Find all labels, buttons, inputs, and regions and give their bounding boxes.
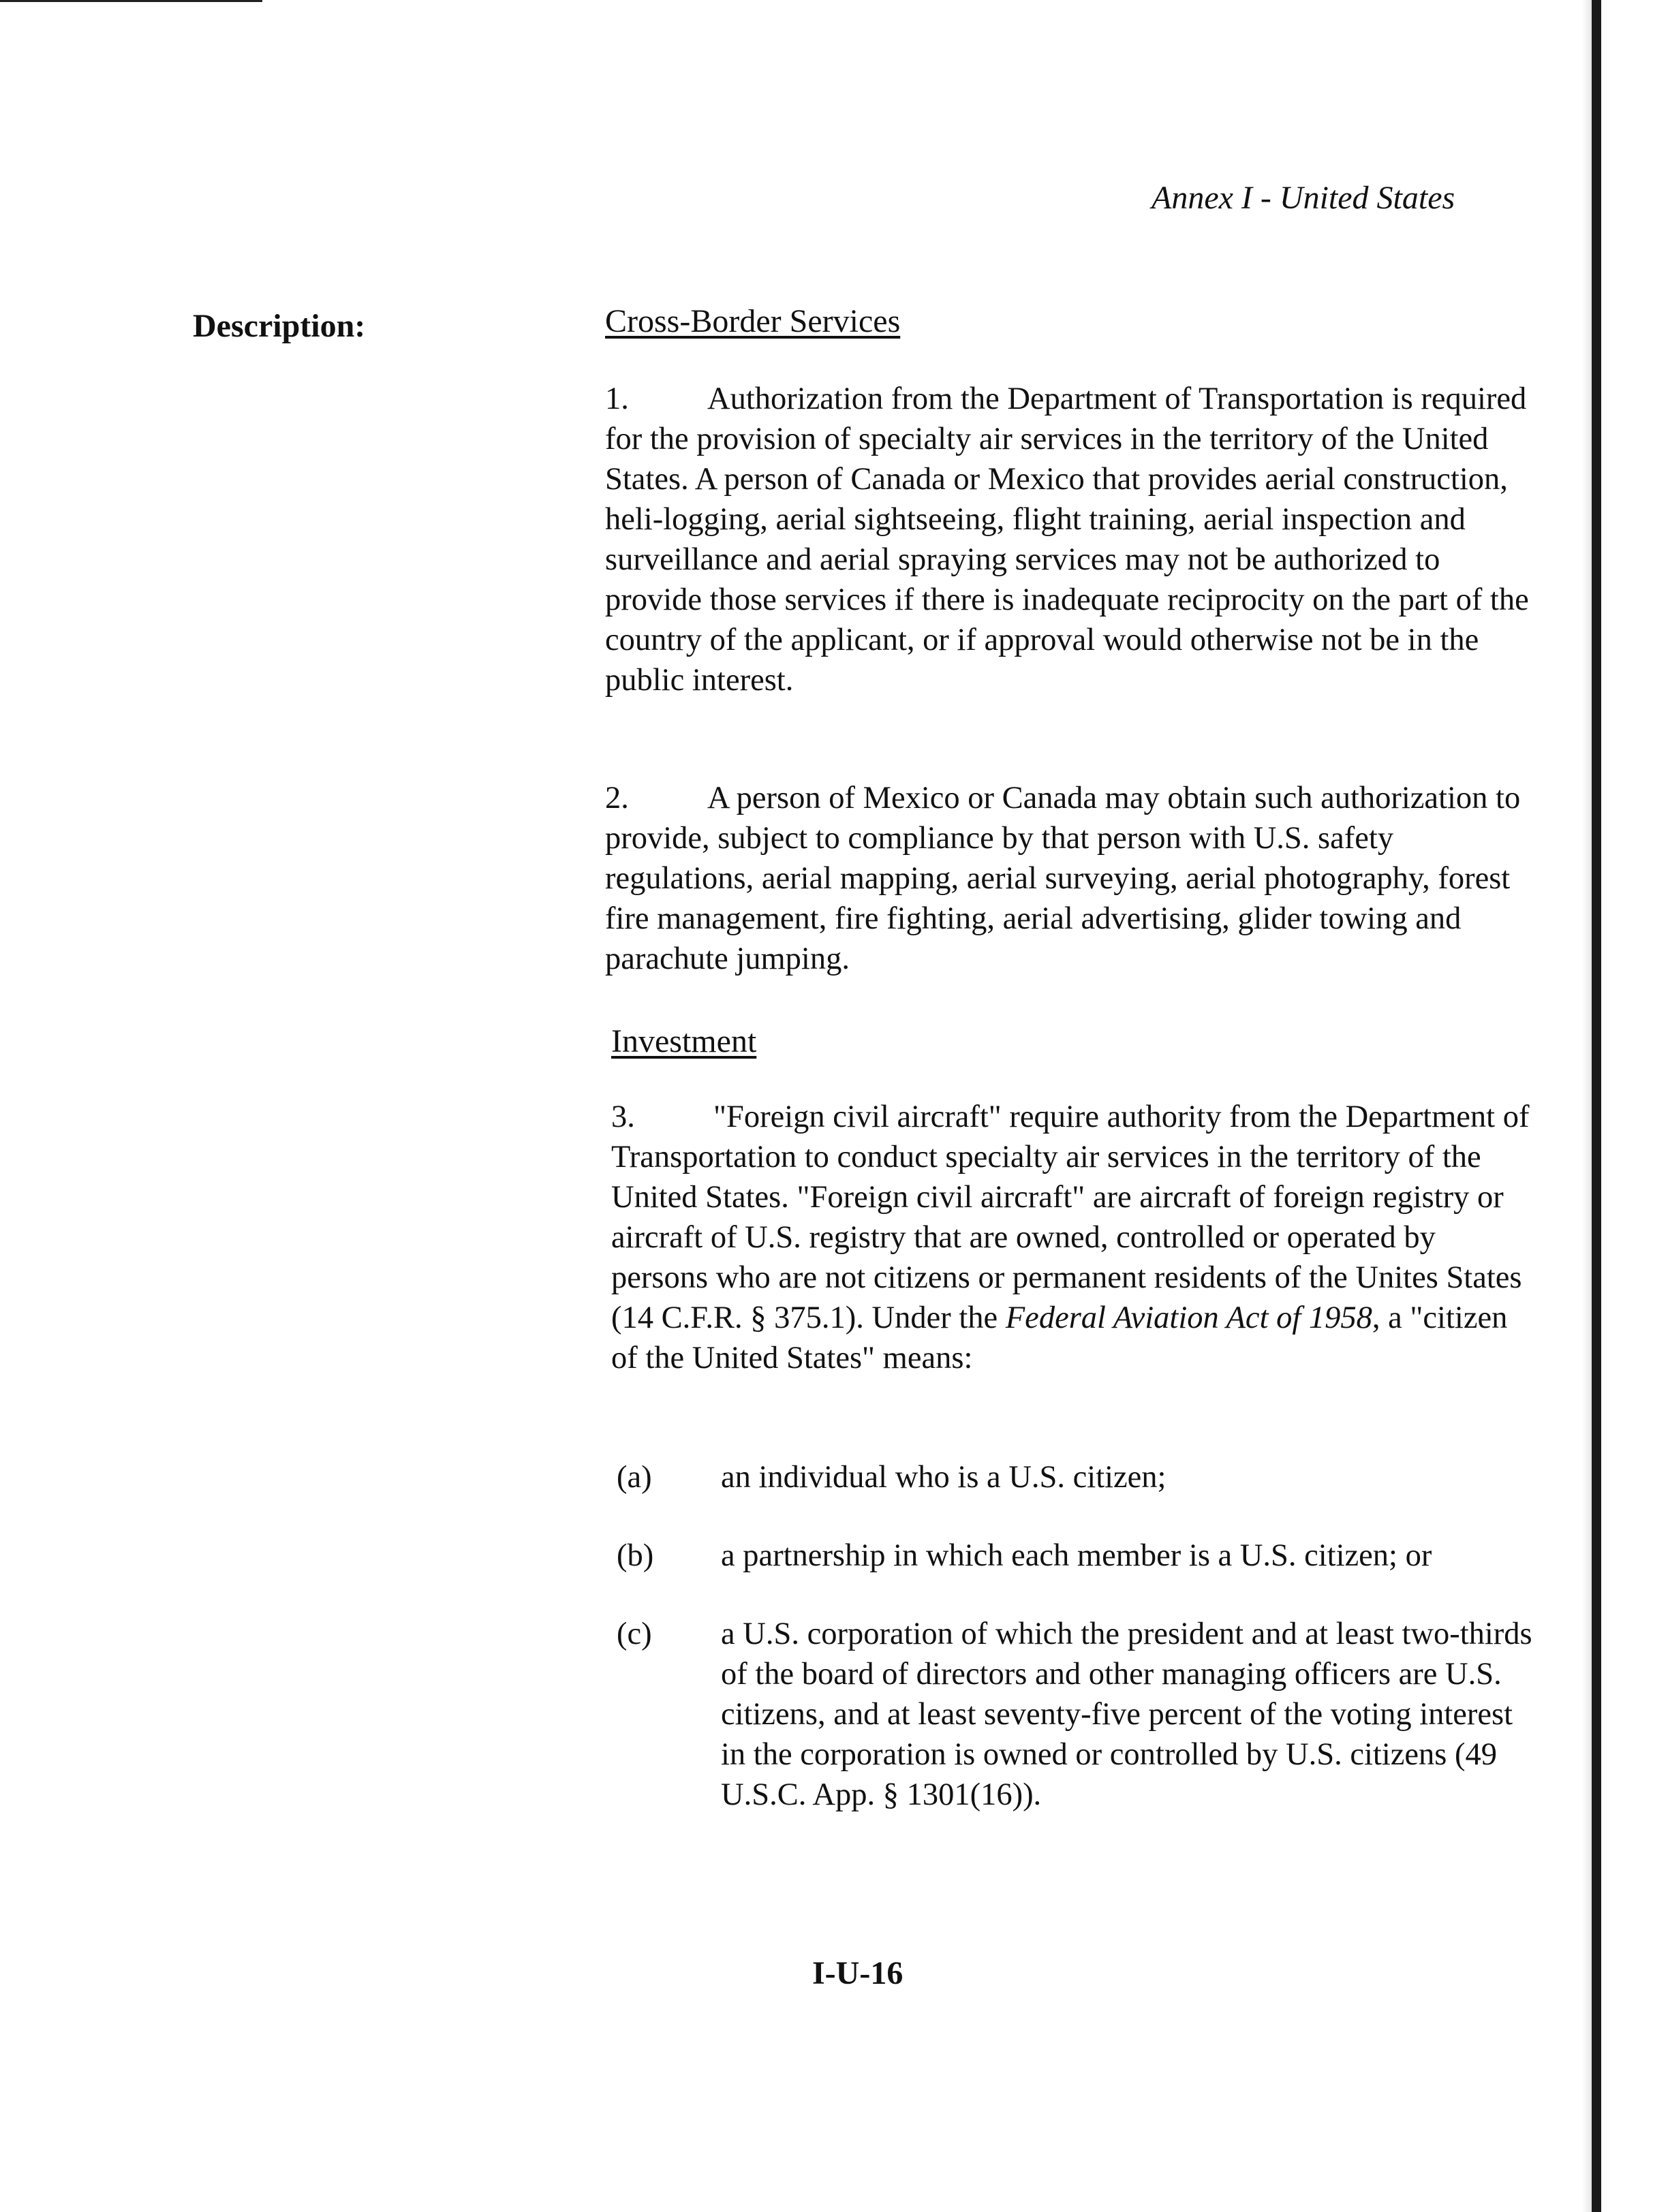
paragraph-text: Authorization from the Department of Transportation is required for the provision of specialty air services in the territory of the United States. A person of Canada or Mexico that provides aerial construction, heli-logging, aerial sightseeing, flight training, aerial inspection and surveillance and aerial spraying services may not be authorized to provide those services if there is inadequate reciprocity on the part of the country of the applicant, or if approval would otherwise not be in the public interest. — [605, 381, 1529, 698]
cross-border-heading: Cross-Border Services — [605, 303, 901, 339]
scan-right-margin — [1601, 0, 1653, 2212]
paragraph-text: "Foreign civil aircraft" require authority from the Department of Transportation to conduct specialty air services in the territory of the United States. "Foreign civil aircraft" are aircraft of foreign registry or aircraft of U.S. registry that are owned, controlled or operated by persons who are not citizens or permanent residents of the Unites States (14 C.F.R. § 375.1). Under the — [611, 1100, 1530, 1335]
scan-edge-shadow — [1582, 0, 1592, 2212]
description-label: Description: — [193, 308, 366, 344]
paragraph-3 — [611, 1097, 1533, 1378]
paragraph-number: 2. — [605, 781, 629, 815]
paragraph-number: 3. — [611, 1100, 635, 1134]
list-text: a partnership in which each member is a U.S. citizen; or — [721, 1538, 1432, 1573]
investment-heading: Investment — [611, 1023, 757, 1059]
list-item-c — [617, 1614, 1533, 1815]
list-marker: (a) — [617, 1460, 652, 1495]
list-text: a U.S. corporation of which the president and at least two-thirds of the board of directors and other managing officers are U.S. citizens, and at least seventy-five percent of the voting interest in the corporation is owned or controlled by U.S. citizens (49 U.S.C. App. § 1301(16)). — [721, 1617, 1532, 1812]
list-marker: (b) — [617, 1538, 654, 1573]
list-marker: (c) — [617, 1617, 652, 1651]
act-title: Federal Aviation Act of 1958 — [1005, 1300, 1372, 1335]
paragraph-2 — [605, 778, 1533, 979]
list-item-a — [617, 1457, 1533, 1497]
paragraph-text-continued: , a "citizen of the United States" means: — [611, 1300, 1508, 1375]
list-item-b — [617, 1536, 1533, 1576]
page-number: I-U-16 — [812, 1955, 903, 1991]
paragraph-1 — [605, 379, 1533, 700]
paragraph-text: A person of Mexico or Canada may obtain such authorization to provide, subject to compliance by that person with U.S. safety regulations, aerial mapping, aerial surveying, aerial photography, forest fire management, fire fighting, aerial advertising, glider towing and parachute jumping. — [605, 781, 1521, 976]
scan-right-edge — [1592, 0, 1601, 2212]
scan-top-rule — [0, 0, 262, 2]
list-text: an individual who is a U.S. citizen; — [721, 1460, 1167, 1495]
paragraph-number: 1. — [605, 381, 629, 416]
annex-header: Annex I - United States — [1152, 180, 1455, 216]
